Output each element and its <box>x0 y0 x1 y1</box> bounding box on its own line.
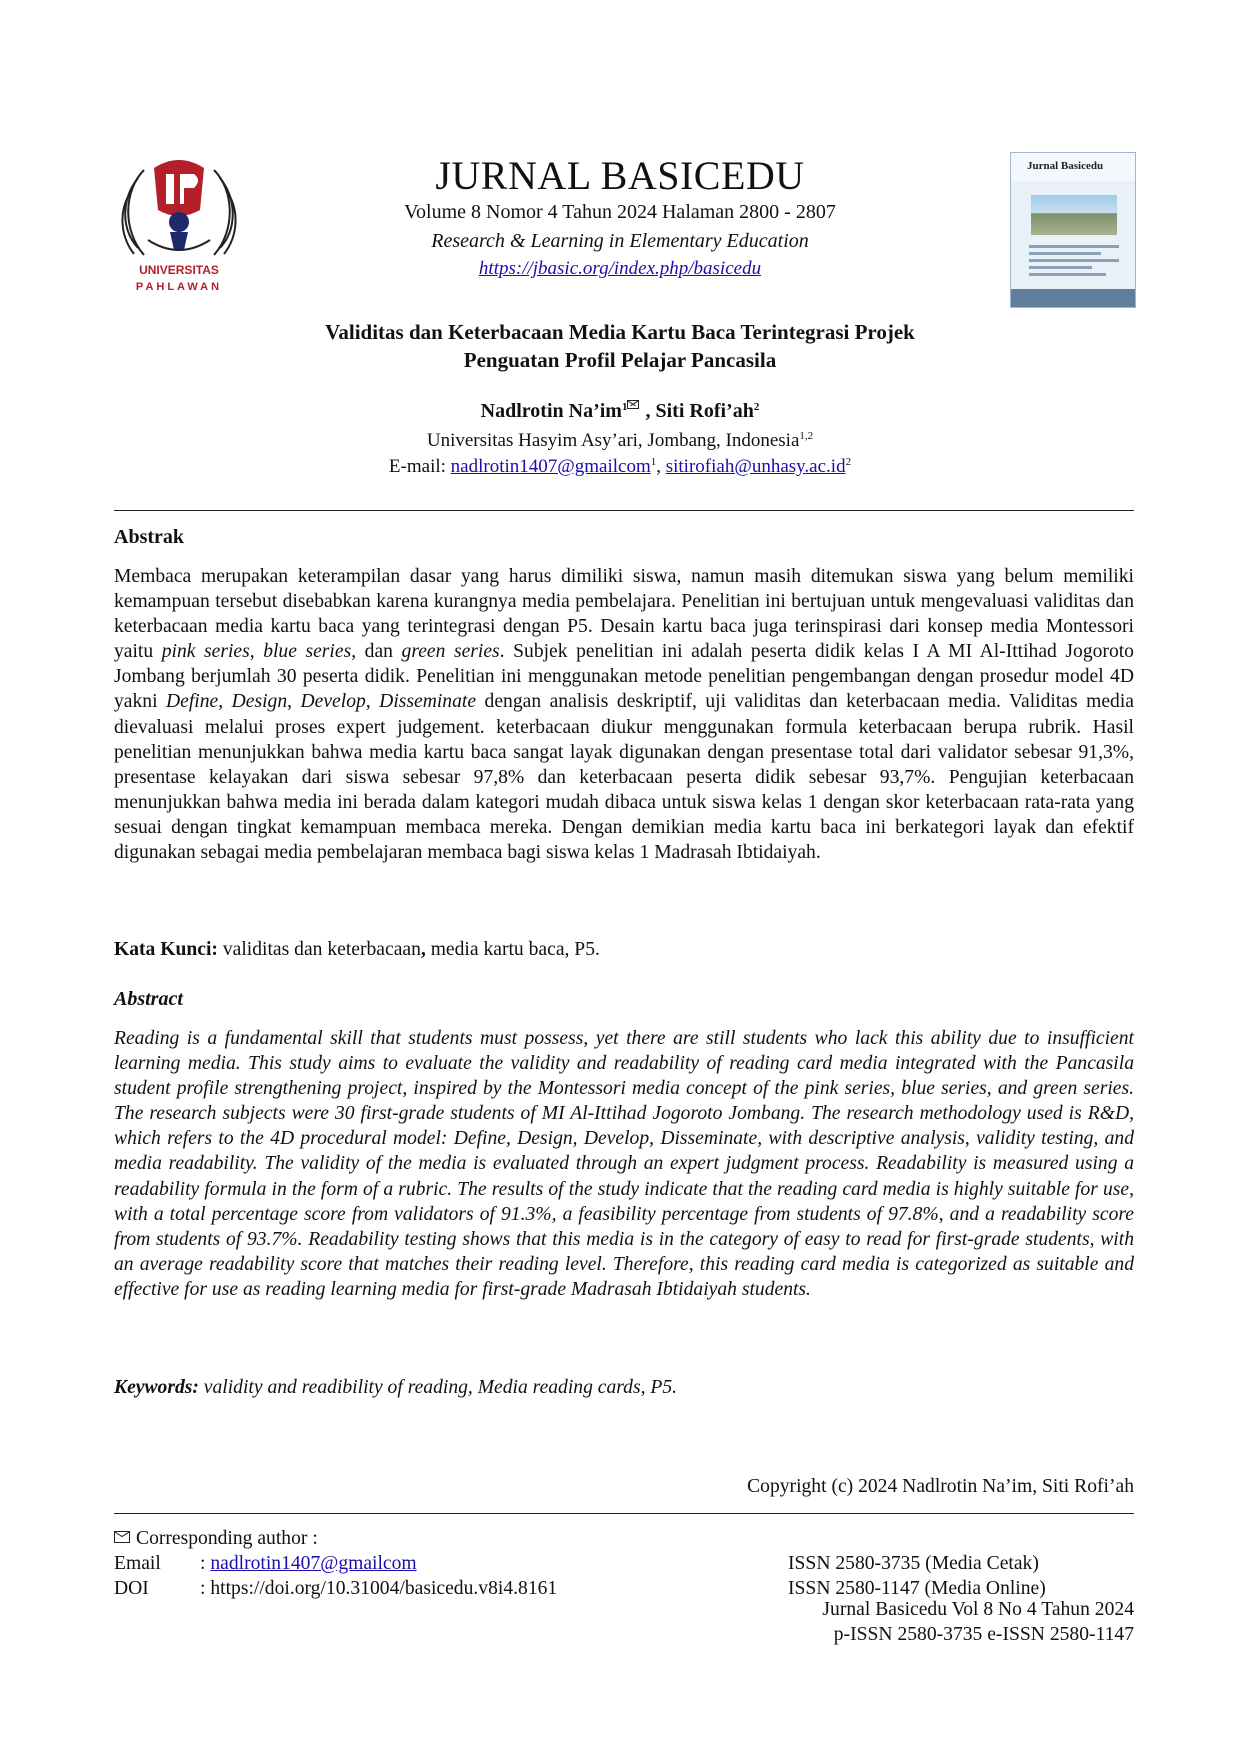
footer-email-link[interactable]: nadlrotin1407@gmailcom <box>210 1553 417 1574</box>
envelope-icon <box>114 1531 130 1543</box>
cover-title: Jurnal Basicedu <box>1027 160 1104 172</box>
abstrak-heading: Abstrak <box>114 526 185 548</box>
university-logo-icon <box>114 150 244 300</box>
authors: Nadlrotin $Na’im^1$ , Siti $Rofi’ah^2$ <box>480 400 760 422</box>
corresponding-label: Corresponding author : <box>136 1528 318 1549</box>
journal-footer: Jurnal Basicedu Vol 8 No 4 Tahun 2024 <box>822 1599 1134 1620</box>
page-footer <box>822 1597 1134 1647</box>
author-emails: E-mail: nadlrotin1407@gmailcom$^1$, $sitirofiah@unhasy.ac.id^2$ <box>388 456 852 477</box>
copyright: Copyright (c) 2024 Nadlrotin Na’im, Siti Rofi’ah <box>747 1476 1134 1497</box>
svg-text:UNIVERSITAS: UNIVERSITAS <box>139 263 219 277</box>
author-1: Nadlrotin Na’im <box>480 400 622 422</box>
email-link-2[interactable]: sitirofiah@unhasy.ac.id <box>665 456 846 477</box>
author-2: Siti Rofi’ah <box>655 400 754 422</box>
envelope-icon <box>627 400 639 409</box>
author-2-sup: 2 <box>753 401 760 413</box>
paper-title-line1: Validitas dan Keterbacaan Media Kartu Baca Terintegrasi Projek <box>325 320 915 344</box>
journal-url-link[interactable]: https://jbasic.org/index.php/basicedu <box>478 258 762 279</box>
keywords: Keywords: validity and readibility of reading, Media reading cards, P5. <box>114 1377 678 1398</box>
svg-text:PAHLAWAN: PAHLAWAN <box>135 281 223 293</box>
journal-volume: Volume 8 Nomor 4 Tahun 2024 Halaman 2800 - 2807 <box>404 201 836 223</box>
footer-doi: https://doi.org/10.31004/basicedu.v8i4.8161 <box>210 1578 558 1599</box>
divider <box>114 510 1134 511</box>
footer-issn <box>788 1551 1046 1601</box>
footer-divider <box>114 1513 1134 1514</box>
author-1-sup: 1 <box>621 401 628 413</box>
paper-title-line2: Penguatan Profil Pelajar Pancasila <box>463 348 777 372</box>
affiliation: Universitas Hasyim Asy’ari, Jombang, Indonesia$^{1,2}$ <box>426 430 814 451</box>
journal-title: JURNAL BASICEDU <box>435 153 805 198</box>
footer-corresponding: Corresponding author : Email : nadlrotin1407@gmailcom DOI : https://doi.org/10.31004/basicedu.v8i4.8161 <box>114 1528 558 1599</box>
email-link-1[interactable]: nadlrotin1407@gmailcom <box>450 456 651 477</box>
abstrak-body: Membaca merupakan keterampilan dasar yang harus dimiliki siswa, namun masih ditemukan siswa yang belum memiliki kemampuan tersebut disebabkan karena kurangnya media pembelajara. Penelitian ini bertujuan untuk mengevaluasi validitas dan keterbacaan media kartu baca yang terintegrasi dengan P5. Desain kartu baca juga terinspirasi dari konsep media Montessori yaitu pink series, blue series, dan green series. Subjek penelitian ini adalah peserta didik kelas I A MI Al-Ittihad Jogoroto Jombang berjumlah 30 peserta didik. Penelitian ini menggunakan metode penelitian pengembangan dengan prosedur model 4D yakni Define, Design, Develop, Disseminate dengan analisis deskriptif, uji validitas dan keterbacaan media. Validitas media dievaluasi melalui proses expert judgement. keterbacaan diukur menggunakan formula keterbacaan berupa rubrik. Hasil penelitian menunjukkan bahwa media kartu baca sangat layak digunakan dengan presentase total dari validator sebesar 91,3%, presentase kelayakan dari siswa sebesar 97,8% dan keterbacaan peserta didik sebesar 93,7%. Pengujian keterbacaan menunjukkan bahwa media ini berada dalam kategori mudah dibaca untuk siswa kelas 1 dengan skor keterbacaan rata-rata yang sesuai dengan tingkat kemampuan membaca mereka. Dengan demikian media kartu baca ini berkategori layak dan efektif digunakan sebagai media pembelajaran membaca bagi siswa kelas 1 Madrasah Ibtidaiyah. <box>114 566 1134 864</box>
issn-footer: p-ISSN 2580-3735 e-ISSN 2580-1147 <box>833 1624 1134 1645</box>
issn-online: ISSN 2580-1147 (Media Online) <box>788 1578 1046 1599</box>
issn-print: ISSN 2580-3735 (Media Cetak) <box>788 1553 1039 1574</box>
paper-title <box>160 318 1080 374</box>
journal-tagline: Research & Learning in Elementary Education <box>431 230 809 252</box>
abstract-body: Reading is a fundamental skill that students must possess, yet there are still students who lack this ability due to insufficient learning media. This study aims to evaluate the validity and readability of reading card media integrated with the Pancasila student profile strengthening project, inspired by the Montessori media concept of the pink series, blue series, and green series. The research subjects were 30 first-grade students of MI Al-Ittihad Jogoroto Jombang. The research methodology used is R&D, which refers to the 4D procedural model: Define, Design, Develop, Disseminate, with descriptive analysis, validity testing, and media readability. The validity of the media is evaluated through an expert judgment process. Readability is measured using a readability formula in the form of a rubric. The results of the study indicate that the reading card media is highly suitable for use, with a total percentage score from validators of 91.3%, a feasibility percentage from students of 97.8%, and a readability score from students of 93.7%. Readability testing shows that this media is in the category of easy to read for first-grade students, with an average readability score that matches their reading level. Therefore, this reading card media is categorized as suitable and effective for use as reading learning media for first-grade Madrasah Ibtidaiyah students. <box>114 1028 1134 1300</box>
kata-kunci: Kata Kunci: validitas dan keterbacaan, media kartu baca, P5. <box>114 939 600 960</box>
journal-cover-thumbnail <box>1010 152 1136 308</box>
abstract-heading: Abstract <box>114 988 183 1010</box>
